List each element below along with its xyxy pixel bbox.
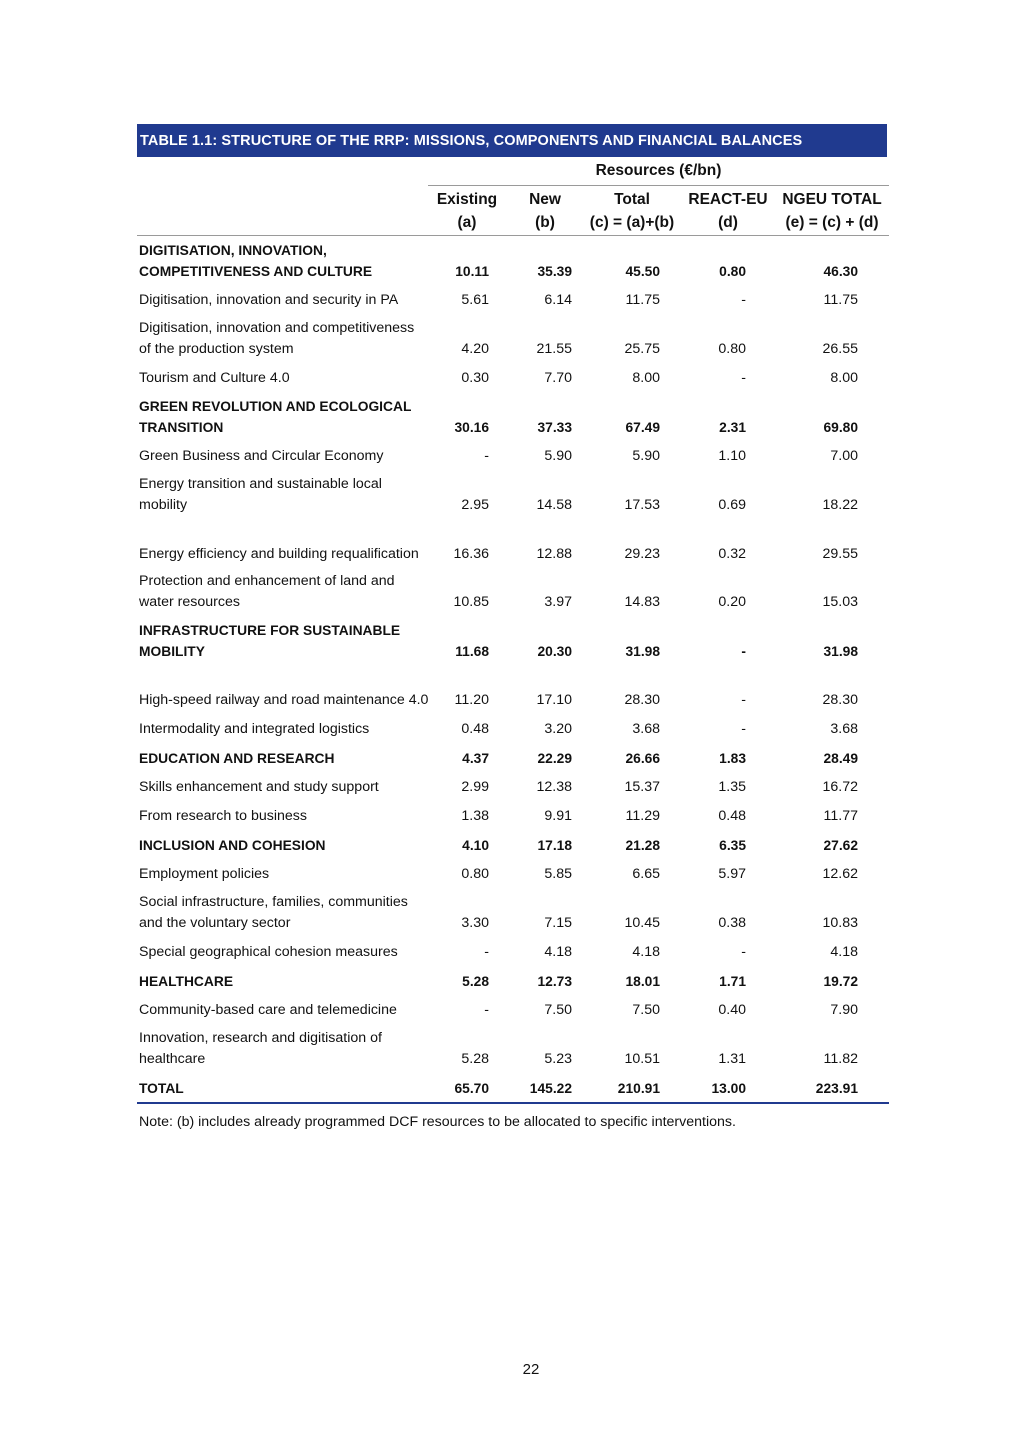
row-value: 0.80 — [461, 866, 489, 882]
column-header-line2: (e) = (c) + (d) — [785, 214, 879, 231]
row-value: 0.69 — [718, 497, 746, 513]
row-value: 3.30 — [461, 915, 489, 931]
row-label: Skills enhancement and study support — [139, 779, 379, 795]
table-section-row — [137, 1053, 889, 1099]
row-value: - — [741, 692, 746, 708]
page-number: 22 — [522, 1361, 540, 1378]
row-value: 12.38 — [536, 779, 572, 795]
row-value: 13.00 — [711, 1081, 746, 1096]
row-value: 18.22 — [822, 497, 858, 513]
row-value: 7.00 — [830, 448, 858, 464]
row-value: 11.75 — [823, 292, 858, 308]
row-value: 1.83 — [719, 751, 746, 766]
row-label: Protection and enhancement of land and water resources — [139, 573, 395, 610]
row-value: 5.90 — [544, 448, 572, 464]
row-label: INCLUSION AND COHESION — [139, 838, 326, 853]
row-value: 1.35 — [718, 779, 746, 795]
table-row — [137, 265, 889, 311]
row-label: Green Business and Circular Economy — [139, 448, 384, 464]
row-value: 26.66 — [625, 751, 660, 766]
table-row — [137, 470, 889, 516]
row-value: 30.16 — [454, 420, 489, 435]
row-label: INFRASTRUCTURE FOR SUSTAINABLE MOBILITY — [139, 623, 401, 659]
row-value: 10.51 — [624, 1051, 660, 1067]
row-value: 69.80 — [823, 420, 858, 435]
row-value: 12.62 — [822, 866, 858, 882]
row-value: 67.49 — [625, 420, 660, 435]
row-value: 10.85 — [453, 594, 489, 610]
row-value: 65.70 — [454, 1081, 489, 1096]
column-header-line2: (d) — [718, 214, 738, 231]
row-value: 3.20 — [544, 721, 572, 737]
row-value: 17.53 — [624, 497, 660, 513]
row-value: - — [484, 944, 489, 960]
row-value: 15.03 — [822, 594, 858, 610]
row-value: 12.88 — [536, 546, 572, 562]
row-value: 29.23 — [624, 546, 660, 562]
row-value: 10.83 — [822, 915, 858, 931]
row-value: 5.28 — [461, 1051, 489, 1067]
row-value: 7.50 — [632, 1002, 660, 1018]
row-label: Tourism and Culture 4.0 — [139, 370, 290, 386]
resources-header: Resources (€/bn) — [428, 157, 889, 186]
row-value: 28.30 — [822, 692, 858, 708]
row-value: 0.48 — [461, 721, 489, 737]
row-value: - — [741, 644, 746, 659]
row-value: - — [741, 370, 746, 386]
row-value: 1.31 — [718, 1051, 746, 1067]
row-value: 17.18 — [537, 838, 572, 853]
row-value: 6.65 — [632, 866, 660, 882]
table-bottom-rule — [137, 1102, 889, 1104]
row-value: 25.75 — [624, 341, 660, 357]
row-value: 1.38 — [461, 808, 489, 824]
row-value: 0.30 — [461, 370, 489, 386]
column-header-line2: (c) = (a)+(b) — [589, 214, 675, 231]
column-header-line2: (b) — [535, 214, 555, 231]
row-value: 4.10 — [462, 838, 489, 853]
row-value: 11.68 — [455, 644, 489, 659]
row-value: 16.72 — [822, 779, 858, 795]
row-value: 145.22 — [529, 1081, 572, 1096]
row-value: 20.30 — [537, 644, 572, 659]
row-value: 0.40 — [718, 1002, 746, 1018]
row-value: 210.91 — [617, 1081, 660, 1096]
row-value: 28.30 — [624, 692, 660, 708]
row-value: 28.49 — [823, 751, 858, 766]
row-value: 12.73 — [537, 974, 572, 989]
row-value: 14.83 — [624, 594, 660, 610]
row-value: 11.29 — [625, 808, 660, 824]
row-value: 5.61 — [461, 292, 489, 308]
row-label: DIGITISATION, INNOVATION, COMPETITIVENESS AND CULTURE — [139, 243, 373, 279]
row-value: 14.58 — [536, 497, 572, 513]
table-row — [137, 421, 889, 467]
row-value: - — [484, 1002, 489, 1018]
row-value: 0.80 — [718, 341, 746, 357]
row-label: Energy transition and sustainable local mobility — [139, 476, 382, 513]
column-header-new — [515, 188, 575, 234]
row-value: 46.30 — [823, 264, 858, 279]
row-value: 0.20 — [718, 594, 746, 610]
row-value: 1.10 — [718, 448, 746, 464]
column-header-line1: NGEU TOTAL — [782, 191, 882, 208]
row-value: - — [741, 944, 746, 960]
column-header-total — [582, 188, 682, 234]
row-value: 4.18 — [830, 944, 858, 960]
row-value: 11.82 — [823, 1051, 858, 1067]
column-header-line1: REACT-EU — [688, 191, 768, 208]
row-label: Energy efficiency and building requalification — [139, 546, 419, 562]
row-value: 45.50 — [625, 264, 660, 279]
table-title: TABLE 1.1: STRUCTURE OF THE RRP: MISSIONS, COMPONENTS AND FINANCIAL BALANCES — [137, 124, 887, 157]
row-value: 11.77 — [823, 808, 858, 824]
row-value: 7.15 — [544, 915, 572, 931]
row-value: 4.18 — [632, 944, 660, 960]
row-label: HEALTHCARE — [139, 974, 234, 989]
row-value: - — [741, 721, 746, 737]
row-value: 4.18 — [544, 944, 572, 960]
row-value: 21.28 — [625, 838, 660, 853]
row-value: 6.35 — [719, 838, 746, 853]
row-label: Special geographical cohesion measures — [139, 944, 398, 960]
column-header-line1: Total — [614, 191, 650, 208]
row-label: Innovation, research and digitisation of healthcare — [139, 1030, 382, 1067]
column-header-existing — [432, 188, 502, 234]
row-value: 18.01 — [625, 974, 660, 989]
row-label: Intermodality and integrated logistics — [139, 721, 370, 737]
row-value: 11.75 — [625, 292, 660, 308]
row-value: 2.99 — [461, 779, 489, 795]
row-value: 37.33 — [537, 420, 572, 435]
column-header-line1: New — [529, 191, 561, 208]
row-value: 0.48 — [718, 808, 746, 824]
row-label: TOTAL — [139, 1081, 184, 1096]
row-value: 4.20 — [461, 341, 489, 357]
row-label: High-speed railway and road maintenance 4.0 — [139, 692, 429, 708]
row-label: Social infrastructure, families, communities and the voluntary sector — [139, 894, 408, 931]
row-value: 5.23 — [544, 1051, 572, 1067]
row-value: 7.90 — [830, 1002, 858, 1018]
row-value: 5.97 — [718, 866, 746, 882]
column-header-ngeu-total — [776, 188, 888, 234]
row-value: 3.68 — [830, 721, 858, 737]
row-value: 22.29 — [537, 751, 572, 766]
row-value: 10.11 — [455, 264, 489, 279]
row-value: 1.71 — [719, 974, 746, 989]
row-value: - — [741, 292, 746, 308]
row-value: 31.98 — [823, 644, 858, 659]
row-value: - — [484, 448, 489, 464]
table-row — [137, 975, 889, 1021]
row-value: 223.91 — [815, 1081, 858, 1096]
row-value: 26.55 — [822, 341, 858, 357]
row-value: 10.45 — [624, 915, 660, 931]
row-value: 8.00 — [632, 370, 660, 386]
row-value: 5.28 — [462, 974, 489, 989]
row-value: 31.98 — [625, 644, 660, 659]
row-value: 11.20 — [454, 692, 489, 708]
row-value: 17.10 — [536, 692, 572, 708]
table-row — [137, 567, 889, 613]
table-row — [137, 519, 889, 565]
row-value: 19.72 — [823, 974, 858, 989]
row-value: 6.14 — [544, 292, 572, 308]
row-value: 29.55 — [822, 546, 858, 562]
row-label: Digitisation, innovation and competitiveness of the production system — [139, 320, 415, 357]
table-row — [137, 839, 889, 885]
row-value: 5.90 — [632, 448, 660, 464]
row-value: 15.37 — [624, 779, 660, 795]
row-label: Digitisation, innovation and security in PA — [139, 292, 399, 308]
row-value: 21.55 — [536, 341, 572, 357]
row-label: Community-based care and telemedicine — [139, 1002, 397, 1018]
table-section-row — [137, 616, 889, 662]
row-value: 0.32 — [718, 546, 746, 562]
row-label: From research to business — [139, 808, 307, 824]
row-value: 3.68 — [632, 721, 660, 737]
row-label: GREEN REVOLUTION AND ECOLOGICAL TRANSITION — [139, 399, 412, 435]
row-value: 27.62 — [823, 838, 858, 853]
row-value: 0.80 — [719, 264, 746, 279]
row-value: 0.38 — [718, 915, 746, 931]
row-value: 4.37 — [462, 751, 489, 766]
table-row — [137, 343, 889, 389]
column-header-react-eu — [686, 188, 770, 234]
row-value: 16.36 — [453, 546, 489, 562]
row-value: 35.39 — [537, 264, 572, 279]
row-value: 3.97 — [544, 594, 572, 610]
table-note: Note: (b) includes already programmed DCF resources to be allocated to specific interventions. — [139, 1114, 736, 1130]
row-value: 7.70 — [544, 370, 572, 386]
row-label: EDUCATION AND RESEARCH — [139, 751, 335, 766]
row-value: 9.91 — [544, 808, 572, 824]
column-header-line2: (a) — [457, 214, 477, 231]
row-value: 5.85 — [544, 866, 572, 882]
row-value: 8.00 — [830, 370, 858, 386]
row-value: 7.50 — [544, 1002, 572, 1018]
row-value: 2.95 — [461, 497, 489, 513]
row-value: 2.31 — [719, 420, 746, 435]
column-header-line1: Existing — [436, 191, 498, 208]
row-label: Employment policies — [139, 866, 270, 882]
